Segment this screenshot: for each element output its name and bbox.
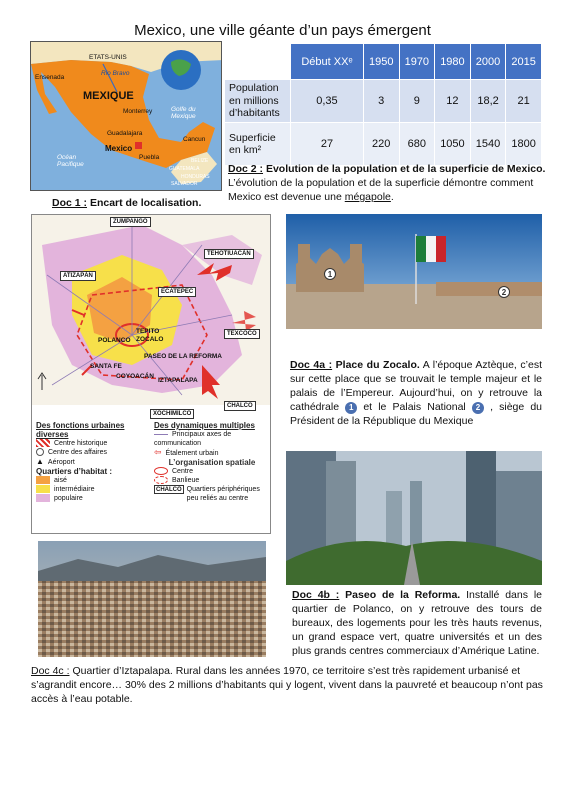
legend-item [36,485,154,494]
table-cell: 220 [363,123,399,166]
table-header-empty [225,44,291,80]
table-cell: 18,2 [470,80,506,123]
doc2-end: . [390,191,394,203]
label-tepito: TEPITO [136,328,160,335]
table-header: 2015 [506,44,542,80]
table-cell: 21 [506,80,542,123]
legend-text: Quartiers périphériques peu reliés au centre [186,486,260,502]
legend-item [36,494,154,503]
legend-text: Centre des affaires [48,449,108,456]
table-cell: 680 [399,123,435,166]
label-rio-bravo: Rio Bravo [101,70,130,77]
swatch-icon [36,476,50,484]
table-cell: 1050 [435,123,471,166]
badge-1: 1 [345,402,357,414]
doc4a-text2: et le Palais National [363,401,466,413]
doc2-title: Evolution de la population et de la superficie de Mexico. [265,163,546,175]
label-chalco: CHALCO [224,401,256,411]
label-texcoco: TEXCOCO [224,329,260,339]
legend-text: Centre historique [54,440,108,447]
table-row [225,123,542,166]
airport-triangle-icon: ▲ [36,457,44,466]
table-header: 1980 [435,44,471,80]
doc4b-title: Paseo de la Reforma. [345,589,461,601]
label-atizapan: ATIZAPÁN [60,271,96,281]
legend-heading: Des dynamiques multiples [154,421,255,430]
urban-map [31,214,271,534]
legend-text: intermédiaire [54,486,95,493]
doc2-label: Doc 2 : [228,163,264,175]
doc4b-text: Installé dans le quartier de Polanco, on y retrouve des tours de bureaux, des logements pour les très hauts revenus, un grand espace vert, quatre universités et un des plus grands centres commerciaux d’Amérique Latine. [292,589,543,657]
legend-left [36,421,154,503]
reforma-image [286,451,542,585]
circle-icon [36,448,44,456]
table-header: 1970 [399,44,435,80]
legend-text: Aéroport [47,459,75,466]
doc1-label: Doc 1 : [52,197,88,209]
table-row [225,80,542,123]
table-header: Début XXᵉ [291,44,364,80]
legend-text: Étalement urbain [165,450,219,457]
doc4a-text1: A l’époque Aztèque, c’est sur cette place que se trouvait le temple majeur et le palais de l’Empereur. Aujourd’hui, on y retrouve la cathédrale [290,359,542,413]
label-guatemala: GUATEMALA [169,166,200,172]
arrow-icon: ⇦ [154,447,162,457]
label-salvador: SALVADOR [171,181,198,187]
legend-right [154,421,270,503]
legend-text: Principaux axes de communication [154,431,232,447]
label-santa-fe: SANTA FE [90,363,122,370]
legend-item [36,439,154,448]
doc4a-text3: , siège du Président de la République du Mexique [290,401,543,427]
label-ecatepec: ECATEPEC [158,287,196,297]
table-header-row [225,44,542,80]
label-zumpango: ZUMPANGO [110,217,151,227]
label-ocean: Océan Pacifique [57,154,84,168]
page-title: Mexico, une ville géante d’un pays émergent [134,22,431,39]
label-belize: BELIZE [191,158,209,164]
legend-text: Banlieue [172,477,200,484]
iztapalapa-photo [38,541,266,657]
marker-2: 2 [498,286,510,298]
label-honduras: HONDURAS [181,174,210,180]
table-cell: 1800 [506,123,542,166]
doc4b-label: Doc 4b : [292,589,340,601]
doc1-caption [52,196,201,210]
location-map [30,41,222,191]
doc4a-label: Doc 4a : [290,359,333,371]
legend-text: aisé [54,477,67,484]
legend-heading: Quartiers d’habitat : [36,467,113,476]
doc1-text: Encart de localisation. [89,197,202,209]
legend-heading: Des fonctions urbaines diverses [36,421,125,439]
marker-1: 1 [324,268,336,280]
legend-item [36,448,154,457]
row-label: Superficie en km² [225,123,291,166]
label-cancun: Cancun [183,136,206,143]
label-etats-unis: ETATS-UNIS [89,54,127,61]
reforma-photo [286,451,542,585]
hatch-icon [36,439,50,447]
label-puebla: Puebla [139,154,160,161]
label-xochimilco: XOCHIMILCO [150,409,194,419]
label-iztapalapa: IZTAPALAPA [158,377,198,384]
label-monterrey: Monterrey [123,108,153,115]
legend-item [154,467,270,476]
doc2-link: mégapole [344,191,391,203]
label-guadalajara: Guadalajara [107,130,143,137]
table-header: 2000 [470,44,506,80]
label-zocalo: ZOCALO [136,336,164,343]
iztapalapa-image [38,541,266,657]
doc2-text: L’évolution de la population et de la superficie démontre comment Mexico est devenue une [228,177,534,203]
table-cell: 3 [363,80,399,123]
table-cell: 0,35 [291,80,364,123]
legend-heading: L’organisation spatiale [168,458,256,467]
swatch-icon [36,494,50,502]
doc4c-label: Doc 4c : [31,665,70,677]
doc4a-caption [290,358,542,428]
label-coyoacan: COYOACÁN [116,373,154,380]
legend-item [154,448,270,458]
label-ensenada: Ensenada [35,74,65,81]
doc4b-caption [292,588,542,658]
legend-item [36,476,154,485]
doc4c-caption [31,664,546,706]
legend-text: Centre [172,468,194,475]
table-header: 1950 [363,44,399,80]
table-cell: 27 [291,123,364,166]
table-cell: 12 [435,80,471,123]
table-cell: 9 [399,80,435,123]
label-reforma: PASEO DE LA REFORMA [144,353,223,360]
legend-text: populaire [54,495,83,502]
legend-item [36,457,154,467]
ellipse-icon [154,467,168,475]
legend-item [154,485,270,503]
swatch-icon [36,485,50,493]
badge-2: 2 [472,402,484,414]
table-cell: 1540 [470,123,506,166]
label-tehotiuacan: TEHOTIUACÁN [204,249,254,259]
doc4a-title: Place du Zocalo. [335,359,420,371]
zocalo-photo [286,214,542,329]
row-label: Population en millions d’habitants [225,80,291,123]
label-polanco: POLANCO [98,337,131,344]
legend-item [154,476,270,485]
doc2-caption [228,162,548,204]
doc4c-text: Quartier d’Iztapalapa. Rural dans les années 1970, ce territoire s’est très rapidement urbanisé et s’agrandit encore… 30% des 2 millions d’habitants qui y logent, vivent dans la pauvreté et beaucoup n’ont pas accès à l’eau potable. [31,665,543,705]
legend-item [154,430,270,448]
line-icon [154,434,168,435]
label-mexico: Mexico [105,144,133,153]
label-mexique: MEXIQUE [83,90,134,102]
dashed-ellipse-icon [154,476,168,484]
label-golfe: Golfe du Mexique [171,106,196,120]
chalco-box: CHALCO [156,487,182,493]
population-table [224,43,542,166]
